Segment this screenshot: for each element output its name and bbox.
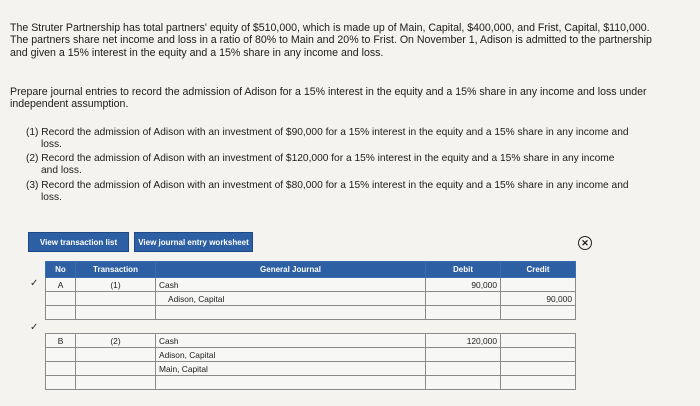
row-credit[interactable] xyxy=(501,334,576,348)
table-row[interactable] xyxy=(46,278,576,292)
row-debit[interactable] xyxy=(426,348,501,362)
journal-header-row xyxy=(46,262,576,278)
table-spacer-row xyxy=(46,320,576,334)
row-no xyxy=(46,292,76,306)
row-credit[interactable]: 90,000 xyxy=(501,292,576,306)
row-debit[interactable] xyxy=(426,362,501,376)
row-transaction xyxy=(76,362,156,376)
header-credit: Credit xyxy=(501,262,576,278)
row-account[interactable]: Main, Capital xyxy=(156,362,426,376)
check-icon: ✓ xyxy=(30,322,39,333)
row-credit[interactable] xyxy=(501,348,576,362)
view-journal-worksheet-button[interactable]: View journal entry worksheet xyxy=(134,232,253,252)
problem-prompt: Prepare journal entries to record the admission of Adison for a 15% interest in the equity and a 15% share in any income and loss under independent assumption. xyxy=(10,86,647,111)
row-transaction: (2) xyxy=(76,334,156,348)
header-transaction: Transaction xyxy=(76,262,156,278)
row-debit[interactable] xyxy=(426,376,501,390)
row-credit[interactable] xyxy=(501,362,576,376)
row-transaction xyxy=(76,292,156,306)
table-row[interactable] xyxy=(46,334,576,348)
table-row[interactable] xyxy=(46,306,576,320)
header-general-journal: General Journal xyxy=(156,262,426,278)
requirement-3-line2: loss. xyxy=(41,191,62,203)
requirement-1 xyxy=(26,127,656,150)
requirement-3-line1: (3) Record the admission of Adison with an investment of $80,000 for a 15% interest in the equity and a 15% share in any income and xyxy=(26,180,629,191)
header-debit: Debit xyxy=(426,262,501,278)
check-icon: ✓ xyxy=(30,278,39,289)
journal-table xyxy=(45,261,576,390)
row-debit[interactable] xyxy=(426,292,501,306)
row-credit[interactable] xyxy=(501,306,576,320)
table-row[interactable] xyxy=(46,292,576,306)
close-circle-icon[interactable]: ✕ xyxy=(578,236,592,250)
row-no: A xyxy=(46,278,76,292)
requirement-2-line2: and loss. xyxy=(41,164,82,176)
row-account[interactable]: Cash xyxy=(156,334,426,348)
table-row[interactable] xyxy=(46,362,576,376)
requirement-1-line2: loss. xyxy=(41,138,62,150)
row-account[interactable]: Adison, Capital xyxy=(156,348,426,362)
requirement-3 xyxy=(26,180,656,203)
row-debit[interactable]: 90,000 xyxy=(426,278,501,292)
row-credit[interactable] xyxy=(501,376,576,390)
header-no: No xyxy=(46,262,76,278)
row-no xyxy=(46,348,76,362)
row-credit[interactable] xyxy=(501,278,576,292)
row-no xyxy=(46,362,76,376)
row-account[interactable] xyxy=(156,306,426,320)
row-debit[interactable] xyxy=(426,306,501,320)
view-transaction-list-button[interactable]: View transaction list xyxy=(28,232,129,252)
requirement-2 xyxy=(26,153,656,176)
table-row[interactable] xyxy=(46,376,576,390)
requirement-1-line1: (1) Record the admission of Adison with an investment of $90,000 for a 15% interest in the equity and a 15% share in any income and xyxy=(26,127,629,138)
row-transaction: (1) xyxy=(76,278,156,292)
row-no xyxy=(46,306,76,320)
row-transaction xyxy=(76,348,156,362)
row-no xyxy=(46,376,76,390)
requirement-2-line1: (2) Record the admission of Adison with an investment of $120,000 for a 15% interest in the equity and a 15% share in any income xyxy=(26,153,615,164)
row-no: B xyxy=(46,334,76,348)
row-debit[interactable]: 120,000 xyxy=(426,334,501,348)
problem-intro: The Struter Partnership has total partners' equity of $510,000, which is made up of Main, Capital, $400,000, and Frist, Capital, $110,000. The partners share net income and loss in a ratio of 80% to Main and 20% to Frist. On November 1, Adison is admitted to the partnership and given a 15% interest in the equity and a 15% share in any income and loss. xyxy=(10,22,652,59)
row-transaction xyxy=(76,376,156,390)
row-transaction xyxy=(76,306,156,320)
table-row[interactable] xyxy=(46,348,576,362)
row-account[interactable]: Adison, Capital xyxy=(156,292,426,306)
row-account[interactable]: Cash xyxy=(156,278,426,292)
row-account[interactable] xyxy=(156,376,426,390)
